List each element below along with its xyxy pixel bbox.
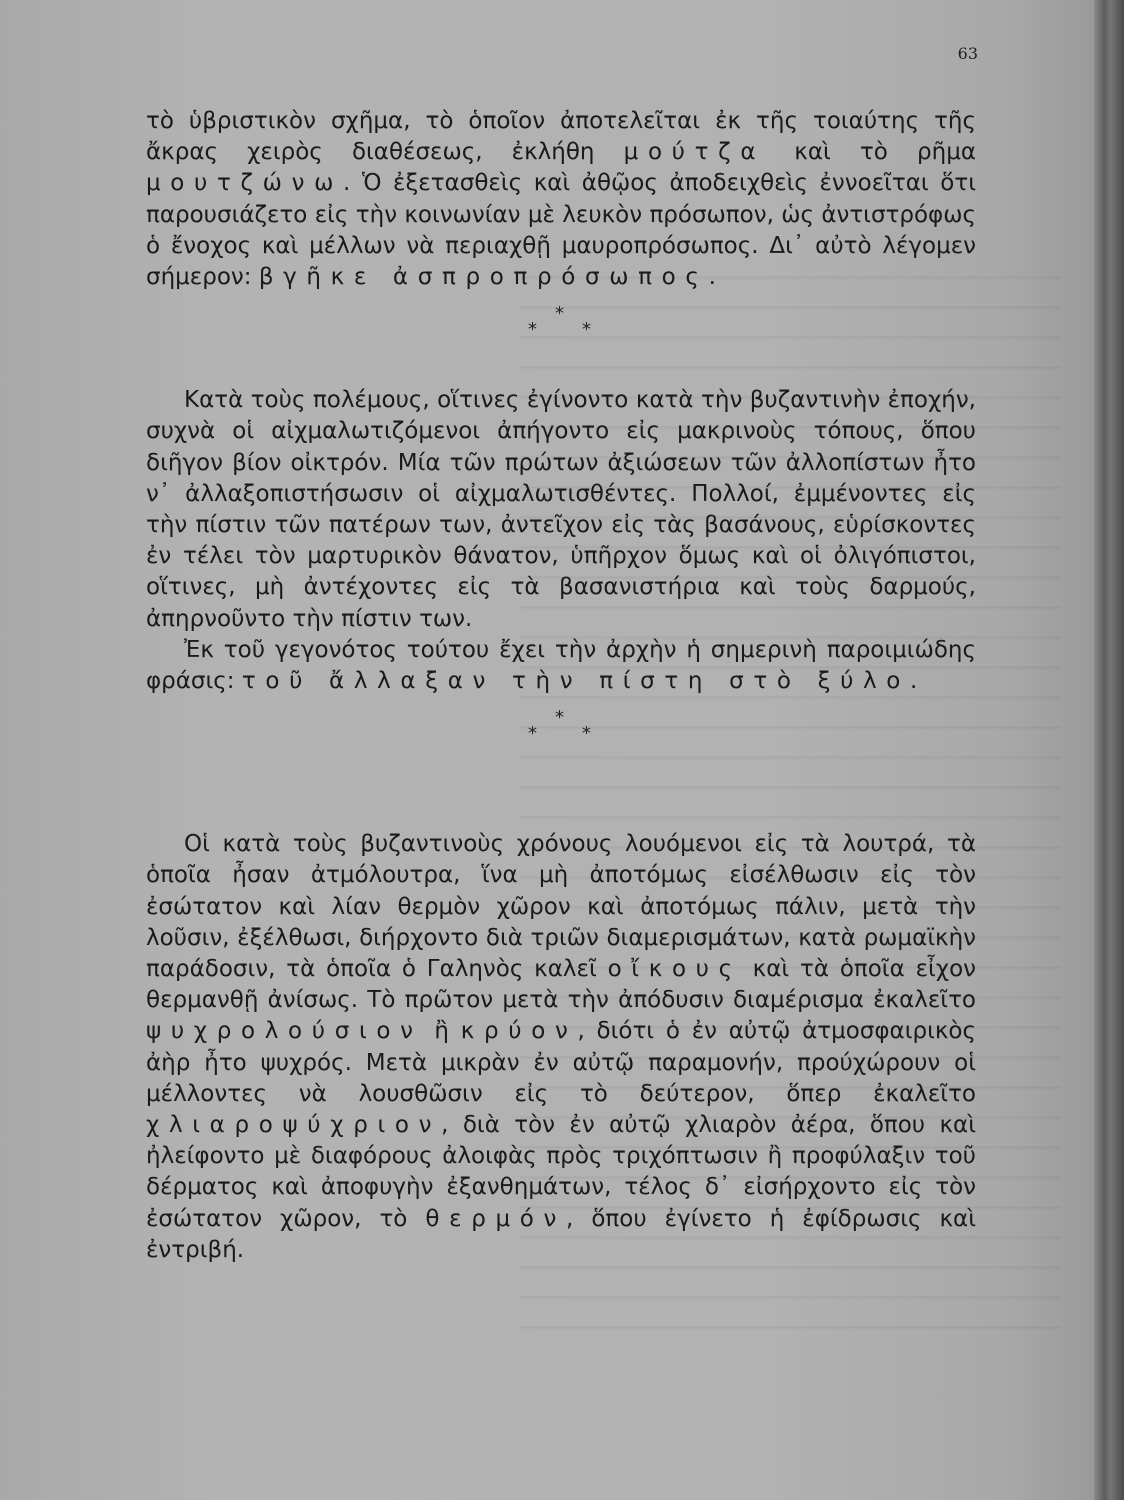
asterisk-right: * xyxy=(582,723,591,745)
spaced-term: χλιαροψύχριον xyxy=(146,1112,442,1139)
asterisk-top: * xyxy=(555,303,564,325)
paragraph-mouza xyxy=(146,106,976,293)
paragraph-text: ἢ xyxy=(422,1018,461,1045)
paragraph-text: . xyxy=(910,668,918,695)
paragraph-captives: Κατὰ τοὺς πολέμους, οἵτινες ἐγίνοντο κατὰ τὴν βυζαντινὴν ἐποχήν, συχνὰ οἱ αἰχμαλωτιζόμενοι ἀπήγοντο εἰς μακρινοὺς τόπους, ὅπου διῆγον βίον οἰκτρόν. Μία τῶν πρώτων ἀξιώσεων τῶν ἀλλοπίστων ἦτο ν᾿ ἀλλαξοπιστήσωσιν οἱ αἰχμαλωτισθέντες. Πολλοί, ἐμμένοντες εἰς τὴν πίστιν τῶν πατέρων των, ἀντεῖχον εἰς τὰς βασάνους, εὑρίσκοντες ἐν τέλει τὸν μαρτυρικὸν θάνατον, ὑπῆρχον ὅμως καὶ οἱ ὀλιγόπιστοι, οἵτινες, μὴ ἀντέχοντες εἰς τὰ βασανιστήρια καὶ τοὺς δαρμούς, ἀπηρνοῦντο τὴν πίστιν των. xyxy=(146,387,976,632)
paragraph-text: , διότι ὁ ἐν αὐτῷ ἀτμοσφαιρικὸς ἀὴρ ἦτο ψυχρός. Μετὰ μικρὰν ἐν αὐτῷ παραμονήν, προύχώρουν οἱ μέλλοντες νὰ λουσθῶσιν εἰς τὸ δεύτερον, ὅπερ ἐκαλεῖτο xyxy=(146,1018,977,1107)
spaced-term: ψυχρολούσιον xyxy=(146,1018,423,1045)
asterisk-right: * xyxy=(582,319,591,341)
book-page-edge xyxy=(1094,0,1124,1500)
paragraph-text: καὶ τὸ ρῆμα xyxy=(765,139,976,166)
asterisk-left: * xyxy=(528,319,537,341)
asterisk-left: * xyxy=(528,723,537,745)
paragraph-text: , ὅπου ἐγίνετο ἡ ἐφίδρωσις καὶ ἐντριβή. xyxy=(146,1205,976,1263)
paragraph-text: καὶ τὰ ὁποῖα εἶχον θερμανθῇ ἀνίσως. Τὸ πρῶτον μετὰ τὴν ἀπόδυσιν διαμέρισμα ἐκαλεῖτο xyxy=(146,956,976,1014)
page-body xyxy=(146,106,976,1266)
spaced-term: βγῆκε ἀσπροπρόσωπος xyxy=(258,264,709,291)
paragraph-proverb xyxy=(146,635,976,697)
spaced-term: μούτζα xyxy=(623,139,766,166)
paragraph-text: . xyxy=(708,264,716,291)
page-number: 63 xyxy=(957,44,978,63)
spaced-term: τοῦ ἄλλαξαν τὴν πίστη στὸ ξύλο xyxy=(241,668,911,695)
paragraph-text: Οἱ κατὰ τοὺς βυζαντινοὺς χρόνους λουόμενοι εἰς τὰ λουτρά, τὰ ὁποῖα ἦσαν ἀτμόλουτρα, ἵνα μὴ ἀποτόμως εἰσέλθωσιν εἰς τὸν ἐσώτατον καὶ λίαν θερμὸν χῶρον καὶ ἀποτόμως πάλιν, μετὰ τὴν λοῦσιν, ἐξέλθωσι, διήρχοντο διὰ τριῶν διαμερισμάτων, κατὰ ρωμαϊκὴν παράδοσιν, τὰ ὁποῖα ὁ Γαληνὸς καλεῖ xyxy=(146,831,976,983)
paragraph-text: , διὰ τὸν ἐν αὐτῷ χλιαρὸν ἀέρα, ὅπου καὶ ἠλείφοντο μὲ διαφόρους ἀλοιφὰς πρὸς τριχόπτωσιν ἢ προφύλαξιν τοῦ δέρματος καὶ ἀποφυγὴν ἐξανθημάτων, τέλος δ᾿ εἰσήρχοντο εἰς τὸν ἐσώτατον χῶρον, τὸ xyxy=(146,1112,976,1232)
section-divider xyxy=(146,697,976,829)
paragraph-text: Ἐκ τοῦ γεγονότος τούτου ἔχει τὴν ἀρχὴν ἡ σημερινὴ παροιμιώδης φράσις: xyxy=(146,636,976,695)
asterisk-top: * xyxy=(555,707,564,729)
spaced-term: κρύον xyxy=(460,1018,578,1045)
spaced-term: μουτζώνω xyxy=(146,170,344,197)
paragraph-text: . Ὁ ἐξετασθεὶς καὶ ἀθῷος ἀποδειχθεὶς ἐννοεῖται ὅτι παρουσιάζετο εἰς τὴν κοινωνίαν μὲ λευκὸν πρόσωπον, ὡς ἀντιστρόφως ὁ ἔνοχος καὶ μέλλων νὰ περιαχθῇ μαυροπρόσωπος. Δι᾿ αὐτὸ λέγομεν σήμερον: xyxy=(146,170,976,291)
paragraph-baths xyxy=(146,829,976,1266)
paragraph-text: τὸ ὑβριστικὸν σχῆμα, τὸ ὁποῖον ἀποτελεῖται ἐκ τῆς τοιαύτης τῆς ἄκρας χειρὸς διαθέσεως, ἐκλήθη xyxy=(146,108,976,166)
spaced-term: οἴκους xyxy=(607,956,742,983)
section-divider xyxy=(146,293,976,385)
spaced-term: θερμόν xyxy=(425,1205,567,1232)
